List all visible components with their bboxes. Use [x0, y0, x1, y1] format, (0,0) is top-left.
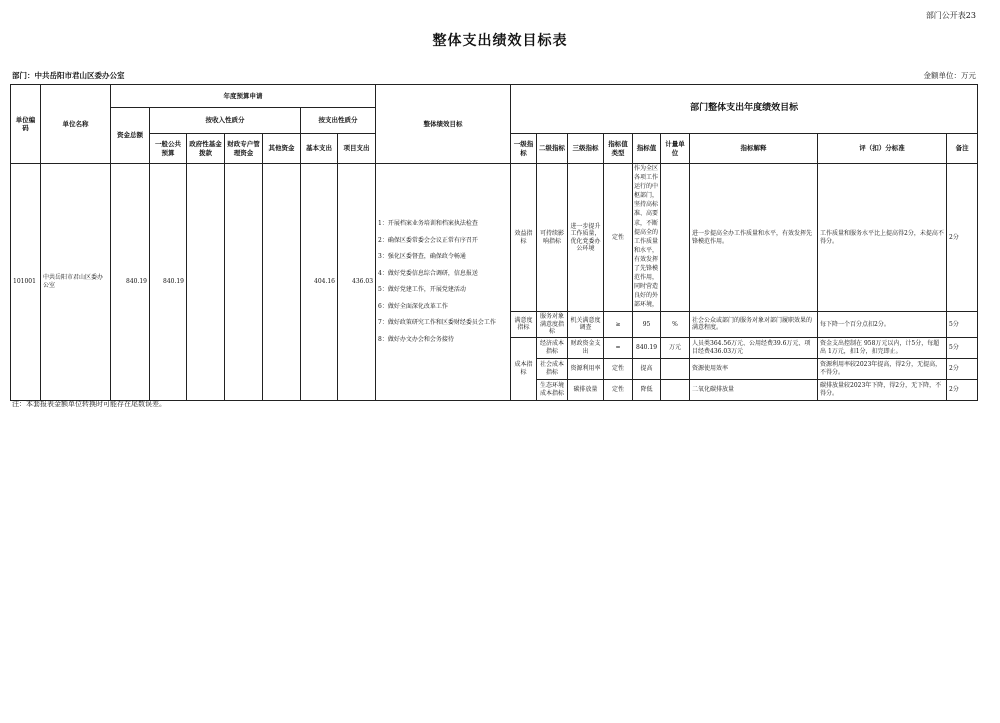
- unit-name-cell: 中共岳阳市君山区委办公室: [41, 164, 111, 401]
- indicator-level2: 可持续影响指标: [537, 164, 568, 312]
- other-funds-cell: [263, 164, 301, 401]
- indicator-scoring: 每下降一个百分点扣2分。: [818, 312, 947, 338]
- indicator-value: 提高: [633, 358, 661, 379]
- header-general-budget: 一般公共预算: [150, 134, 187, 164]
- indicator-value: 降低: [633, 379, 661, 400]
- header-measure-unit: 计量单位: [661, 134, 690, 164]
- indicator-measure: [661, 379, 690, 400]
- header-level2: 二级指标: [537, 134, 568, 164]
- header-value-type: 指标值类型: [604, 134, 633, 164]
- indicator-measure: 万元: [661, 337, 690, 358]
- header-special-fund: 财政专户管理资金: [225, 134, 263, 164]
- header-unit-code: 单位编码: [11, 85, 41, 164]
- performance-table: [10, 84, 978, 401]
- department-label: 部门：中共岳阳市君山区委办公室: [12, 71, 125, 80]
- indicator-level3: 资源利用率: [568, 358, 604, 379]
- indicator-level3: 财政资金支出: [568, 337, 604, 358]
- special-fund-cell: [225, 164, 263, 401]
- table-row: [11, 164, 978, 312]
- header-overall-goal: 整体绩效目标: [376, 85, 511, 164]
- indicator-remark: 2分: [947, 164, 978, 312]
- header-project-expense: 项目支出: [338, 134, 376, 164]
- indicator-explanation: 社会公众或部门的服务对象对部门履职效果的满意程度。: [690, 312, 818, 338]
- indicator-explanation: 进一步提高全办工作质量和水平，有效发挥先锋模范作用。: [690, 164, 818, 312]
- header-other-funds: 其他资金: [263, 134, 301, 164]
- goal-item: 1：开展档案业务培训和档案执法检查: [378, 220, 478, 228]
- indicator-type: 定性: [604, 164, 633, 312]
- indicator-value: 840.19: [633, 337, 661, 358]
- indicator-level1: 满意度指标: [511, 312, 537, 338]
- indicator-level1: 效益指标: [511, 164, 537, 312]
- gov-fund-cell: [187, 164, 225, 401]
- header-unit-name: 单位名称: [41, 85, 111, 164]
- basic-expense-cell: 404.16: [301, 164, 338, 401]
- indicator-scoring: 工作质量和服务水平比上提高得2分，未提高不得分。: [818, 164, 947, 312]
- header-level3: 三级指标: [568, 134, 604, 164]
- header-level1: 一级指标: [511, 134, 537, 164]
- unit-code-cell: 101001: [11, 164, 41, 401]
- goal-item: 2：确保区委常委会会议正常有序召开: [378, 236, 478, 244]
- header-dept-goal: 部门整体支出年度绩效目标: [511, 85, 978, 134]
- indicator-type: 定性: [604, 379, 633, 400]
- indicator-value: 95: [633, 312, 661, 338]
- goal-item: 6：做好全面深化改革工作: [378, 302, 448, 310]
- indicator-level2: 社会成本指标: [537, 358, 568, 379]
- indicator-type: =: [604, 337, 633, 358]
- header-by-expense: 按支出性质分: [301, 108, 376, 134]
- header-by-income: 按收入性质分: [150, 108, 301, 134]
- indicator-remark: 5分: [947, 312, 978, 338]
- indicator-measure: [661, 164, 690, 312]
- goal-item: 3：强化区委督查，确保政令畅通: [378, 253, 466, 261]
- indicator-explanation: 资源使用效率: [690, 358, 818, 379]
- indicator-explanation: 人员类364.56万元、公用经费39.6万元、项目经费436.03万元: [690, 337, 818, 358]
- indicator-type: ≥: [604, 312, 633, 338]
- goal-item: 8：做好办文办会和会务接待: [378, 335, 454, 343]
- footnote: 注：本套报表金额单位转换时可能存在尾数误差。: [12, 400, 166, 408]
- indicator-value: 作为全区各项工作运行的中枢部门，坚持高标准、高要求，不断提高全的工作质量和水平，有效发挥了先锋模范作用，同时营造良好的外部环境，: [633, 164, 661, 312]
- page-title: 整体支出绩效目标表: [432, 33, 568, 49]
- header-total-funds: 资金总额: [111, 108, 150, 164]
- indicator-remark: 2分: [947, 379, 978, 400]
- indicator-level3: 进一步提升工作质量，优化党委办公环境: [568, 164, 604, 312]
- header-scoring: 评（扣）分标准: [818, 134, 947, 164]
- indicator-level3: 机关满意度调查: [568, 312, 604, 338]
- indicator-measure: %: [661, 312, 690, 338]
- header-gov-fund: 政府性基金拨款: [187, 134, 225, 164]
- indicator-measure: [661, 358, 690, 379]
- indicator-remark: 2分: [947, 358, 978, 379]
- header-explanation: 指标解释: [690, 134, 818, 164]
- indicator-level2: 生态环境成本指标: [537, 379, 568, 400]
- goal-item: 5：做好党建工作，开展党建活动: [378, 286, 466, 294]
- indicator-level1: 成本指标: [511, 337, 537, 400]
- amount-unit-label: 金额单位：万元: [923, 71, 976, 80]
- overall-goals-list: [376, 164, 511, 401]
- header-annual-budget: 年度预算申请: [111, 85, 376, 108]
- total-funds-cell: 840.19: [111, 164, 150, 401]
- indicator-level3: 碳排放量: [568, 379, 604, 400]
- project-expense-cell: 436.03: [338, 164, 376, 401]
- indicator-remark: 5分: [947, 337, 978, 358]
- header-remark: 备注: [947, 134, 978, 164]
- general-budget-cell: 840.19: [150, 164, 187, 401]
- indicator-scoring: 碳排放量较2023年下降，得2分，无下降，不得分。: [818, 379, 947, 400]
- indicator-scoring: 资源利用率较2023年提高，得2分，无提高，不得分。: [818, 358, 947, 379]
- indicator-scoring: 资金支出控制在 958万元以内，计5分，每超出 1万元，扣1分，扣完即止。: [818, 337, 947, 358]
- indicator-level2: 经济成本指标: [537, 337, 568, 358]
- indicator-explanation: 二氧化碳排放量: [690, 379, 818, 400]
- corner-label: 部门公开表23: [925, 11, 976, 20]
- goal-item: 7：做好政策研究工作和区委财经委员会工作: [378, 319, 496, 327]
- indicator-type: 定性: [604, 358, 633, 379]
- header-basic-expense: 基本支出: [301, 134, 338, 164]
- indicator-level2: 服务对象满意度指标: [537, 312, 568, 338]
- goal-item: 4：做好党委信息综合调研，信息报送: [378, 269, 478, 277]
- header-value: 指标值: [633, 134, 661, 164]
